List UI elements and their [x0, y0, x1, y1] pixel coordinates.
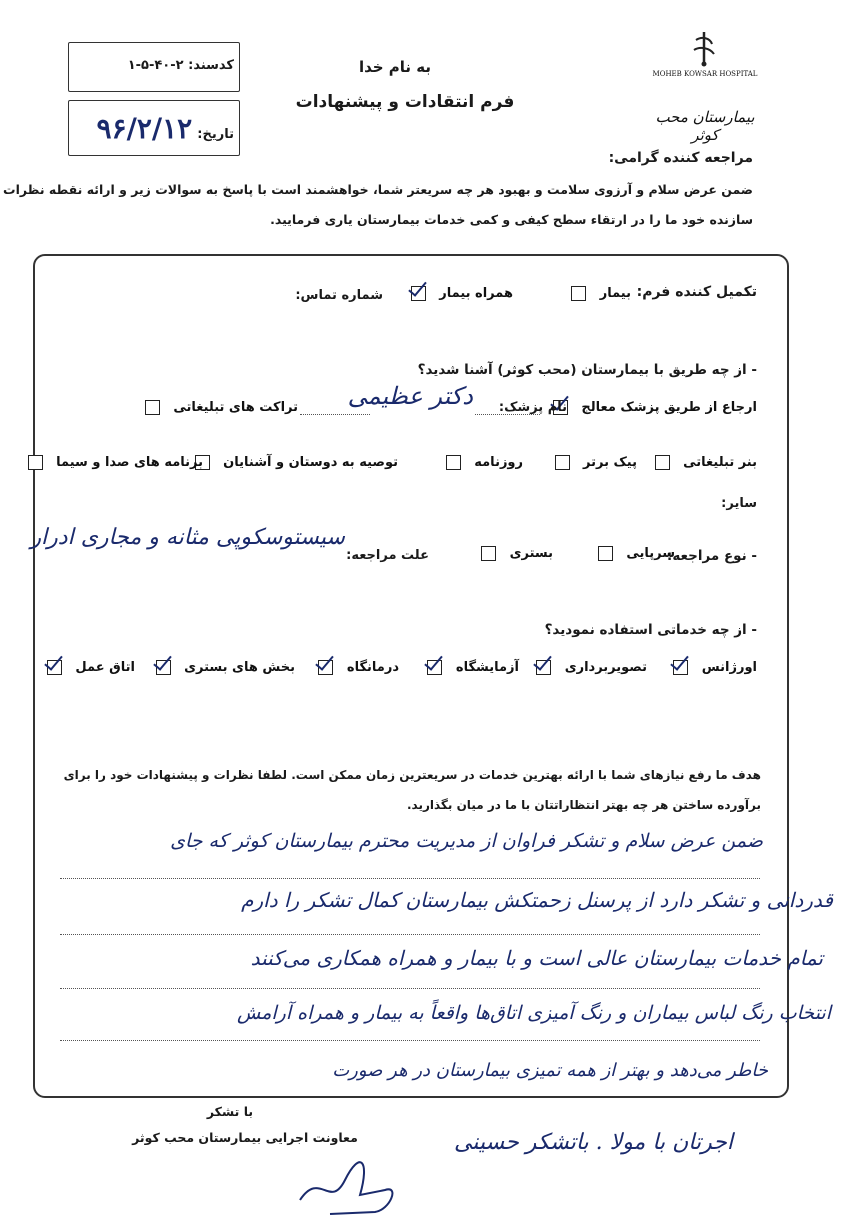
comment-line: ضمن عرض سلام و تشکر فراوان از مدیریت محترم بیمارستان کوثر که جای — [170, 830, 763, 852]
visit-type-checkbox[interactable] — [481, 546, 496, 561]
source-label: پیک برتر — [583, 455, 637, 470]
source-newspaper[interactable] — [446, 455, 523, 470]
visit-type-checkbox[interactable] — [598, 546, 613, 561]
bismillah: به نام خدا — [358, 58, 432, 76]
other-label: سایر: — [721, 496, 757, 511]
comment-line: اجرتان با مولا . باتشکر حسینی — [453, 1130, 733, 1155]
service-checkbox[interactable] — [156, 660, 171, 675]
service-checkbox[interactable] — [536, 660, 551, 675]
referral-option[interactable] — [553, 400, 757, 415]
visit-type-option-label: سرپایی — [626, 546, 675, 561]
goal-line-2: برآورده ساختن هر چه بهتر انتظاراتتان با ما در میان بگذارید. — [406, 798, 761, 812]
service-label: بخش های بستری — [184, 660, 295, 675]
service-checkbox[interactable] — [427, 660, 442, 675]
comment-line: انتخاب رنگ لباس بیماران و رنگ آمیزی اتاق‌ها واقعاً به بیمار و همراه آرامش — [237, 1002, 831, 1024]
comment-rule — [60, 1040, 760, 1041]
greeting: مراجعه کننده گرامی: — [608, 150, 753, 166]
code-field — [76, 58, 234, 73]
comment-rule — [60, 934, 760, 935]
comment-line: خاطر می‌دهد و بهتر از همه تمیزی بیمارستان در هر صورت — [332, 1060, 768, 1081]
source-checkbox[interactable] — [555, 455, 570, 470]
service-laboratory[interactable] — [427, 660, 519, 675]
form-title: فرم انتقادات و پیشنهادات — [295, 92, 515, 112]
service-operating-room[interactable] — [47, 660, 135, 675]
visit-type-label: - نوع مراجعه: — [666, 548, 757, 564]
comment-line: قدردانی و تشکر دارد از پرسنل زحمتکش بیمارستان کمال تشکر را دارم — [241, 888, 833, 912]
source-label: توصیه به دوستان و آشنایان — [223, 455, 398, 470]
doctor-value: دکتر عظیمی — [347, 382, 473, 410]
source-courier[interactable] — [555, 455, 638, 470]
hospital-logo — [684, 30, 724, 68]
doctor-label: نام پزشک: — [498, 400, 567, 415]
service-checkbox[interactable] — [673, 660, 688, 675]
hospital-name-fa: بیمارستان محب کوثر — [655, 108, 755, 144]
ads-label: تراکت های تبلیغاتی — [173, 400, 298, 415]
service-label: آزمایشگاه — [455, 660, 519, 675]
reason-value: سیستوسکوپی مثانه و مجاری ادرار — [30, 525, 345, 550]
visit-inpatient[interactable] — [481, 546, 553, 561]
filler-checkbox[interactable] — [571, 286, 586, 301]
intro-line-1: ضمن عرض سلام و آرزوی سلامت و بهبود هر چه سریعتر شما، خواهشمند است با پاسخ به سوالات زیر و ارائه نقطه نظرات — [3, 182, 753, 197]
form-frame — [33, 254, 789, 1098]
ads-dots — [300, 414, 370, 415]
filler-option-label: همراه بیمار — [439, 286, 513, 301]
source-checkbox[interactable] — [655, 455, 670, 470]
code-value: ۲-۴۰-۵-۱ — [127, 58, 184, 73]
reason-label: علت مراجعه: — [346, 548, 429, 563]
code-label: کدسند: — [188, 58, 234, 73]
footer-office: معاونت اجرایی بیمارستان محب کوثر — [132, 1130, 358, 1145]
intro-line-2: سازنده خود ما را در ارتقاء سطح کیفی و کمی خدمات بیمارستان یاری فرمایید. — [270, 212, 753, 227]
date-value: ۹۶/۲/۱۲ — [96, 112, 193, 145]
service-checkbox[interactable] — [318, 660, 333, 675]
comment-line: تمام خدمات بیمارستان عالی است و با بیمار و همراه همکاری می‌کنند — [250, 946, 823, 970]
filler-checkbox[interactable] — [411, 286, 426, 301]
service-imaging[interactable] — [536, 660, 647, 675]
source-tv-radio[interactable] — [28, 455, 203, 470]
acquaint-question: - از چه طریق با بیمارستان (محب کوثر) آشنا شدید؟ — [417, 362, 757, 378]
ads-option[interactable] — [145, 400, 298, 415]
goal-line-1: هدف ما رفع نیازهای شما با ارائه بهترین خدمات در سریعترین زمان ممکن است. لطفا نظرات و پیشنهادات خود را برای — [63, 768, 761, 782]
comment-rule — [60, 878, 760, 879]
source-friends[interactable] — [195, 455, 398, 470]
filler-option-patient[interactable] — [571, 286, 631, 301]
service-emergency[interactable] — [673, 660, 757, 675]
referral-label: ارجاع از طریق پزشک معالج — [581, 400, 757, 415]
doctor-line — [475, 414, 540, 415]
hospital-logo-icon — [684, 30, 724, 68]
filler-label: تکمیل کننده فرم: — [636, 284, 757, 300]
service-checkbox[interactable] — [47, 660, 62, 675]
ads-checkbox[interactable] — [145, 400, 160, 415]
date-field — [76, 112, 234, 145]
signature — [290, 1150, 410, 1220]
signature-icon — [290, 1150, 410, 1220]
service-label: اورژانس — [701, 660, 757, 675]
filler-option-companion[interactable] — [411, 286, 513, 301]
service-label: درمانگاه — [346, 660, 399, 675]
hospital-name-en: MOHEB KOWSAR HOSPITAL — [652, 70, 758, 78]
source-banner[interactable] — [655, 455, 757, 470]
footer-thanks: با تشکر — [206, 1104, 254, 1119]
service-clinic[interactable] — [318, 660, 399, 675]
service-wards[interactable] — [156, 660, 295, 675]
source-label: بنر تبلیغاتی — [683, 455, 757, 470]
services-question: - از چه خدماتی استفاده نمودید؟ — [544, 622, 757, 638]
date-label: تاریخ: — [197, 127, 234, 142]
source-checkbox[interactable] — [446, 455, 461, 470]
phone-label: شماره تماس: — [295, 288, 383, 303]
visit-outpatient[interactable] — [598, 546, 675, 561]
comment-rule — [60, 988, 760, 989]
source-label: برنامه های صدا و سیما — [56, 455, 203, 470]
service-label: تصویربرداری — [564, 660, 647, 675]
service-label: اتاق عمل — [75, 660, 135, 675]
source-label: روزنامه — [474, 455, 523, 470]
filler-option-label: بیمار — [599, 286, 631, 301]
source-checkbox[interactable] — [28, 455, 43, 470]
visit-type-option-label: بستری — [509, 546, 553, 561]
